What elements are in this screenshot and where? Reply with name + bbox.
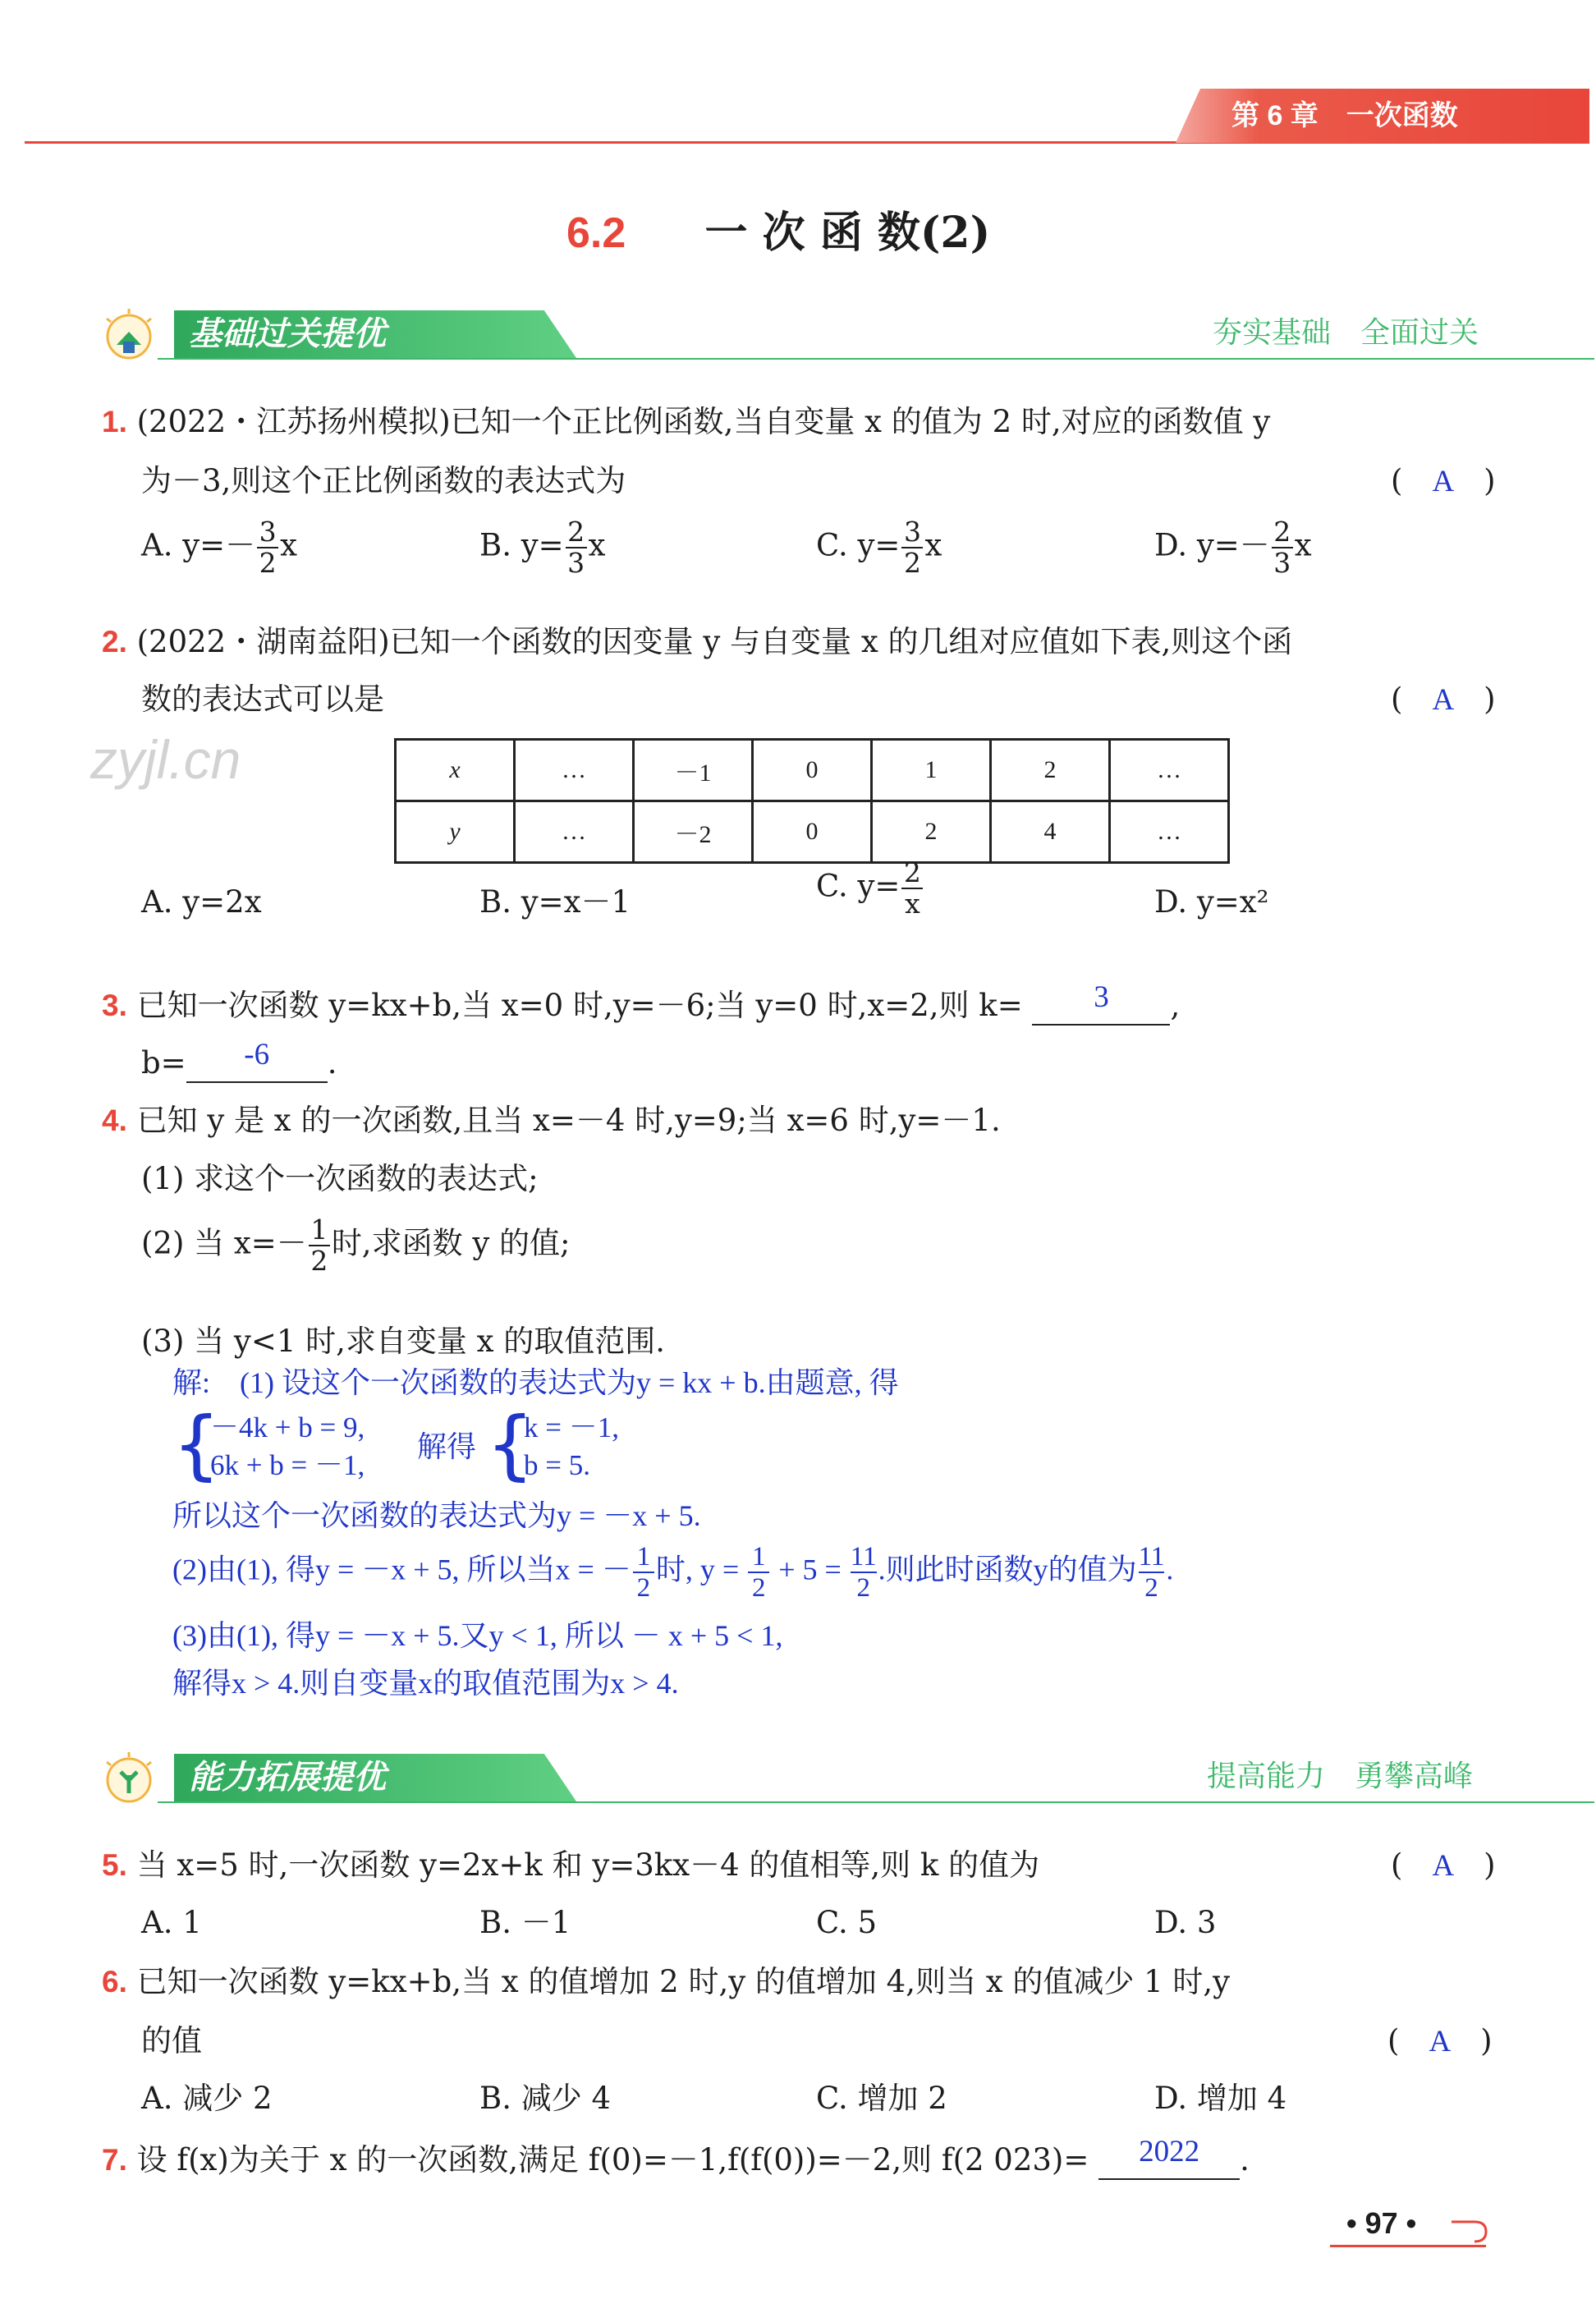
table-cell: 2 [991, 740, 1110, 801]
table-cell: … [1110, 740, 1229, 801]
bulb-icon [100, 307, 158, 361]
page-number: • 97 • [1346, 2206, 1417, 2240]
table-cell: … [515, 740, 634, 801]
table-row [396, 740, 1229, 801]
q3-b-label: b= [141, 1045, 186, 1081]
q6-answer-paren: ( A ) [1387, 2023, 1493, 2058]
table-cell: －2 [634, 801, 753, 863]
q6-option-c: C. 增加 2 [816, 2081, 947, 2116]
table-cell: 4 [991, 801, 1110, 863]
q4-system2 [486, 1401, 699, 1489]
q3-number: 3. [102, 989, 127, 1022]
q3-line2: b= -6 . [141, 1041, 337, 1083]
table-cell: －1 [634, 740, 753, 801]
q1-answer-paren [1391, 461, 1496, 502]
q2-option-c: C. y= $\frac{2}{x}$ [816, 858, 924, 919]
q2-answer-paren: ( A ) [1391, 681, 1496, 717]
q6-option-d: D. 增加 4 [1154, 2081, 1287, 2116]
section2-rule [158, 1801, 1594, 1803]
q2-number: 2. [102, 625, 127, 658]
chapter-label: 第 6 章 一次函数 [1231, 100, 1458, 131]
q1-option-d: D. y=－ $\frac{2}{3}$ x [1154, 516, 1312, 579]
q7-line1: 7. 设 f(x)为关于 x 的一次函数,满足 f(0)=－1,f(f(0))=－2,则 f(2 023)= 2022 . [102, 2138, 1250, 2180]
q7-blank [1098, 2135, 1240, 2180]
q5-answer-paren: ( A ) [1391, 1847, 1496, 1883]
section2-banner [100, 1754, 1496, 1803]
q4-sub1: (1) 求这个一次函数的表达式; [141, 1161, 539, 1196]
section1-banner [100, 310, 1496, 360]
section1-slogan: 夯实基础 全面过关 [1213, 316, 1479, 350]
q3-line1: 3. 已知一次函数 y=kx+b,当 x=0 时,y=－6;当 y=0 时,x=2,则 k= 3 , [102, 984, 1180, 1026]
q6-text2: 的值 [141, 2023, 202, 2058]
q1-option-b: B. y= $\frac{2}{3}$ x [479, 516, 606, 579]
q2-option-b: B. y=x－1 [479, 884, 631, 920]
q4-text1: 已知 y 是 x 的一次函数,且当 x=－4 时,y=9;当 x=6 时,y=－1. [136, 1103, 1001, 1138]
title-text: 一 次 函 数(2) [704, 208, 991, 258]
q4-number: 4. [102, 1104, 127, 1137]
q2-text1: (2022・湖南益阳)已知一个函数的因变量 y 与自变量 x 的几组对应值如下表,则这个函 [136, 624, 1293, 659]
q5-line1 [102, 1846, 1039, 1885]
q7-answer: 2022 [1139, 2135, 1200, 2168]
q6-options [141, 2079, 1455, 2120]
paren-left: ( [1391, 463, 1403, 498]
table-cell: … [515, 801, 634, 863]
q3-text1: 已知一次函数 y=kx+b,当 x=0 时,y=－6;当 y=0 时,x=2,则 k= [136, 988, 1023, 1023]
q3-answer-b: -6 [244, 1038, 270, 1071]
q2-text2: 数的表达式可以是 [141, 681, 384, 717]
q1-options [141, 517, 1455, 599]
q7-text1: 设 f(x)为关于 x 的一次函数,满足 f(0)=－1,f(f(0))=－2,则 f(2 023)= [136, 2142, 1089, 2177]
table-row [396, 801, 1229, 863]
q5-options [141, 1903, 1455, 1944]
q2-options [141, 856, 1455, 965]
table-cell: 2 [872, 801, 991, 863]
table-cell: x [396, 740, 515, 801]
q1-answer: A [1432, 465, 1455, 498]
q2-answer: A [1432, 683, 1455, 717]
q4-solution-line2: 所以这个一次函数的表达式为y = －x + 5. [172, 1499, 701, 1532]
q2-option-a: A. y=2x [141, 884, 262, 920]
table-cell: 0 [753, 801, 872, 863]
q6-number: 6. [102, 1965, 127, 1998]
q3-blank-b [186, 1038, 328, 1083]
q4-line1 [102, 1101, 1001, 1140]
brace-left: { [486, 1401, 534, 1489]
q4-sys1b: 6k + b = －1, [210, 1449, 365, 1481]
q6-answer: A [1429, 2025, 1452, 2058]
watermark: zyjl.cn [90, 729, 241, 790]
paren-right: ) [1484, 463, 1496, 498]
title-number: 6.2 [566, 209, 626, 257]
q4-solution-line3: (2)由(1), 得y = －x + 5, 所以当x = － $\frac{1}{2}$ 时, y = $\frac{1}{2}$ + 5 = $\frac{11}{2}$ .则此时函数y的值为 $\frac{11}{2}$ . [172, 1542, 1174, 1603]
q4-solution-line5: 解得x > 4.则自变量x的取值范围为x > 4. [172, 1667, 679, 1700]
q4-solution-line1: 解: (1) 设这个一次函数的表达式为y = kx + b.由题意, 得 [172, 1366, 899, 1399]
table-cell: 1 [872, 740, 991, 801]
table-cell: … [1110, 801, 1229, 863]
q5-option-b: B. －1 [479, 1905, 571, 1940]
q1-text1: (2022・江苏扬州模拟)已知一个正比例函数,当自变量 x 的值为 2 时,对应的函数值 y [136, 404, 1271, 439]
q2-option-d: D. y=x² [1154, 884, 1269, 920]
q2-line1 [102, 622, 1292, 662]
q6-option-a: A. 减少 2 [141, 2081, 273, 2116]
q4-sys1a: －4k + b = 9, [210, 1411, 365, 1443]
section2-slogan: 提高能力 勇攀高峰 [1207, 1760, 1474, 1793]
q5-option-d: D. 3 [1154, 1905, 1217, 1940]
q2-table [394, 738, 1230, 864]
section2-title: 能力拓展提优 [189, 1760, 386, 1796]
q1-number: 1. [102, 405, 127, 438]
q4-solution-line4: (3)由(1), 得y = －x + 5.又y < 1, 所以 － x + 5 < 1, [172, 1619, 783, 1652]
q5-text1: 当 x=5 时,一次函数 y=2x+k 和 y=3kx－4 的值相等,则 k 的值为 [136, 1847, 1040, 1883]
footer-arrow-icon [1450, 2217, 1488, 2246]
q4-system1 [172, 1401, 419, 1489]
q6-option-b: B. 减少 4 [479, 2081, 612, 2116]
q4-sys2b: b = 5. [524, 1449, 590, 1481]
q1-line1 [102, 402, 1270, 442]
table-cell: y [396, 801, 515, 863]
bulb-icon [100, 1751, 158, 1805]
q5-option-a: A. 1 [141, 1905, 202, 1940]
q7-number: 7. [102, 2143, 127, 2177]
q1-option-c: C. y= $\frac{3}{2}$ x [816, 516, 942, 579]
brace-left: { [172, 1401, 221, 1489]
q4-sub3: (3) 当 y<1 时,求自变量 x 的取值范围. [141, 1324, 666, 1359]
q5-answer: A [1432, 1849, 1455, 1883]
q4-sys2a: k = －1, [524, 1411, 619, 1443]
q5-number: 5. [102, 1848, 127, 1882]
q4-sub2: (2) 当 x=－ $\frac{1}{2}$ 时,求函数 y 的值; [141, 1214, 571, 1277]
q6-text1: 已知一次函数 y=kx+b,当 x 的值增加 2 时,y 的值增加 4,则当 x 的值减少 1 时,y [136, 1964, 1231, 1999]
section1-rule [158, 358, 1594, 360]
q1-option-a: A. y=－ $\frac{3}{2}$ x [141, 516, 298, 579]
table-cell: 0 [753, 740, 872, 801]
q3-answer-k: 3 [1094, 980, 1109, 1014]
q1-text2: 为－3,则这个正比例函数的表达式为 [141, 463, 626, 498]
q5-option-c: C. 5 [816, 1905, 878, 1940]
q6-line1 [102, 1962, 1230, 2002]
section1-title: 基础过关提优 [189, 316, 386, 352]
page-title [566, 207, 990, 259]
q4-solve-word: 解得 [417, 1430, 477, 1463]
q3-blank-k [1032, 980, 1170, 1026]
